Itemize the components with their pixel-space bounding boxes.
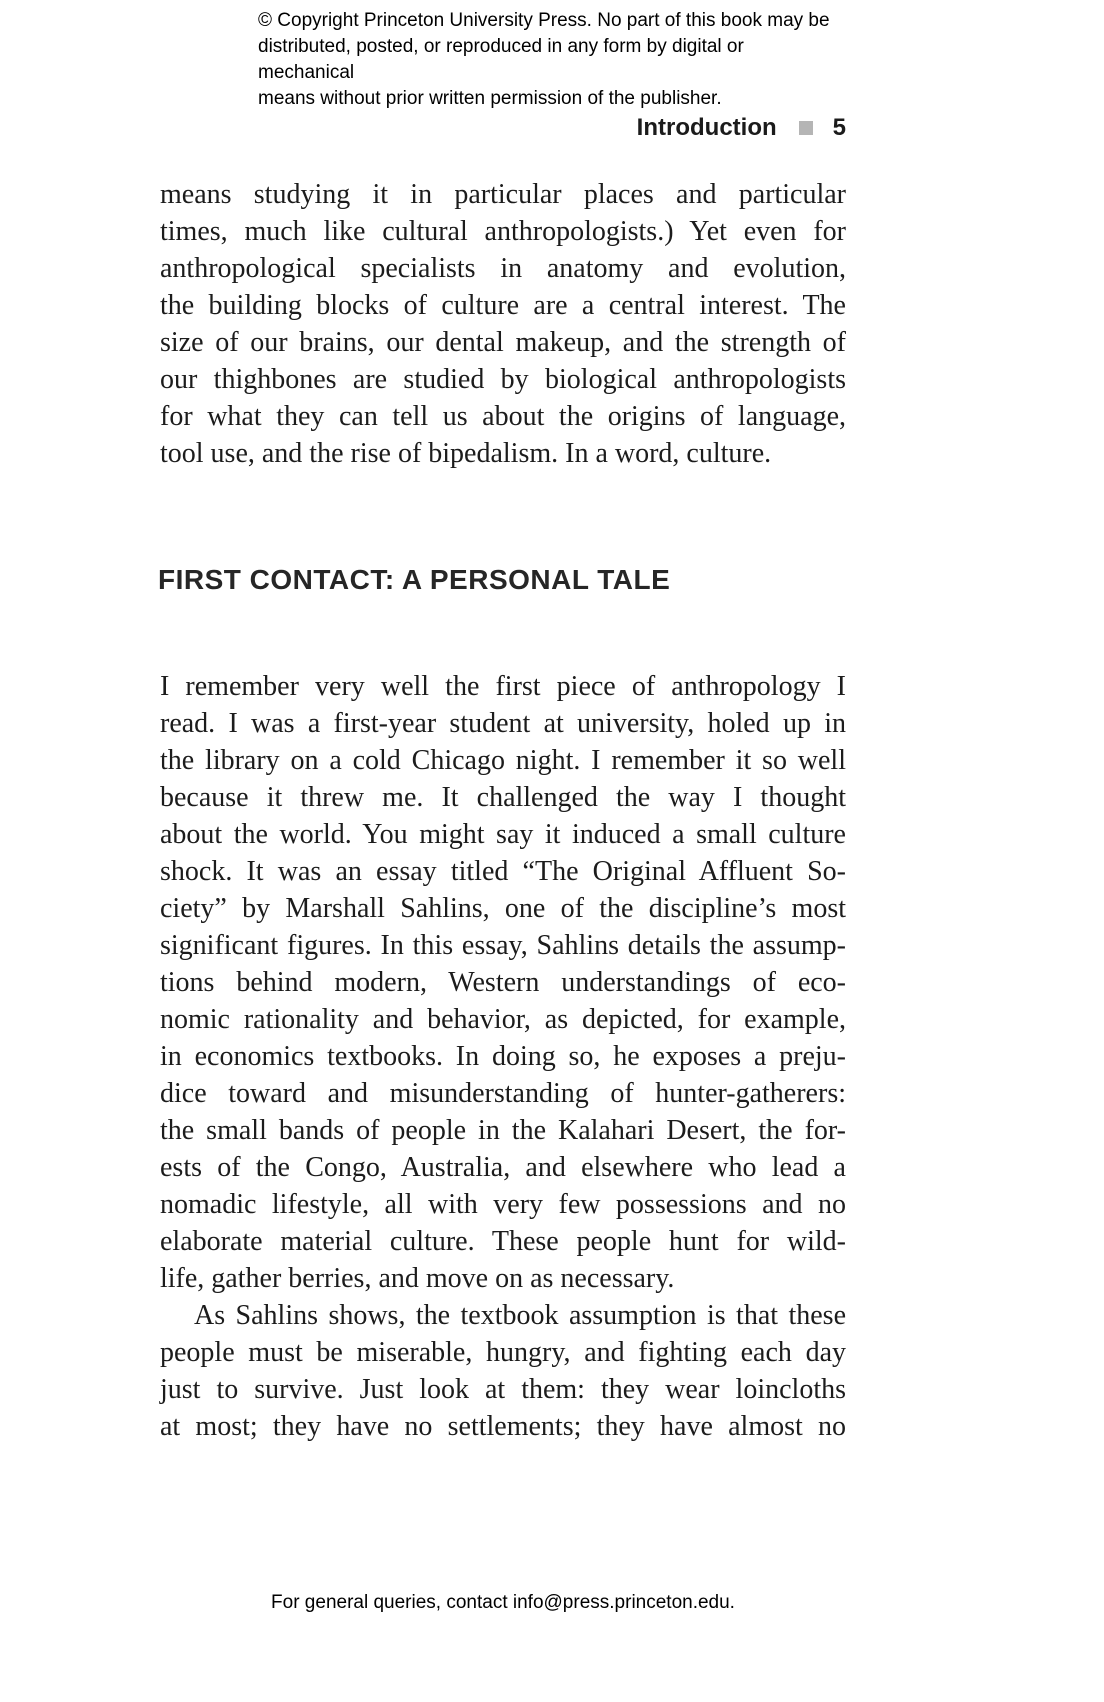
text-line: the library on a cold Chicago night. I remember it so well <box>160 745 846 776</box>
copyright-line: means without prior written permission of the publisher. <box>258 88 722 109</box>
text-line: life, gather berries, and move on as necessary. <box>160 1263 675 1294</box>
section-heading: FIRST CONTACT: A PERSONAL TALE <box>158 564 671 595</box>
text-line: tool use, and the rise of bipedalism. In a word, culture. <box>160 438 772 469</box>
text-line: anthropological specialists in anatomy and evolution, <box>160 253 846 284</box>
running-header <box>160 114 846 142</box>
text-line: means studying it in particular places and particular <box>160 179 846 210</box>
paragraph-first-contact <box>160 668 846 1297</box>
text-line: times, much like cultural anthropologists.) Yet even for <box>160 216 846 247</box>
text-line: in economics textbooks. In doing so, he exposes a preju- <box>160 1041 846 1072</box>
copyright-line: © Copyright Princeton University Press. No part of this book may be <box>258 10 830 31</box>
text-line: significant figures. In this essay, Sahlins details the assump- <box>160 930 846 961</box>
text-line: just to survive. Just look at them: they wear loincloths <box>160 1374 846 1405</box>
text-line: size of our brains, our dental makeup, and the strength of <box>160 327 846 358</box>
text-line: As Sahlins shows, the textbook assumption is that these <box>194 1300 846 1331</box>
text-line: the building blocks of culture are a central interest. The <box>160 290 846 321</box>
text-line: at most; they have no settlements; they have almost no <box>160 1411 846 1442</box>
paragraph-continuation <box>160 176 846 472</box>
text-line: for what they can tell us about the origins of language, <box>160 401 846 432</box>
text-line: I remember very well the first piece of anthropology I <box>160 671 846 702</box>
text-line: read. I was a first-year student at university, holed up in <box>160 708 846 739</box>
text-line: tions behind modern, Western understandings of eco- <box>160 967 846 998</box>
text-line: ciety” by Marshall Sahlins, one of the discipline’s most <box>160 893 846 924</box>
text-line: nomic rationality and behavior, as depicted, for example, <box>160 1004 846 1035</box>
text-line: nomadic lifestyle, all with very few possessions and no <box>160 1189 846 1220</box>
page-number: 5 <box>832 114 846 141</box>
text-line: about the world. You might say it induced a small culture <box>160 819 846 850</box>
text-line: the small bands of people in the Kalahari Desert, the for- <box>160 1115 846 1146</box>
text-line: ests of the Congo, Australia, and elsewhere who lead a <box>160 1152 846 1183</box>
footer-contact: For general queries, contact info@press.princeton.edu. <box>271 1592 735 1613</box>
copyright-line: distributed, posted, or reproduced in any form by digital or mechanical <box>258 36 744 83</box>
paragraph-sahlins-shows <box>160 1297 846 1445</box>
text-line: because it threw me. It challenged the way I thought <box>160 782 846 813</box>
text-line: dice toward and misunderstanding of hunter-gatherers: <box>160 1078 846 1109</box>
text-line: our thighbones are studied by biological anthropologists <box>160 364 846 395</box>
chapter-title: Introduction <box>636 114 777 141</box>
copyright-notice <box>258 8 838 112</box>
text-line: people must be miserable, hungry, and fighting each day <box>160 1337 846 1368</box>
text-line: elaborate material culture. These people hunt for wild- <box>160 1226 846 1257</box>
header-square-ornament <box>799 121 813 135</box>
text-line: shock. It was an essay titled “The Original Affluent So- <box>160 856 846 887</box>
